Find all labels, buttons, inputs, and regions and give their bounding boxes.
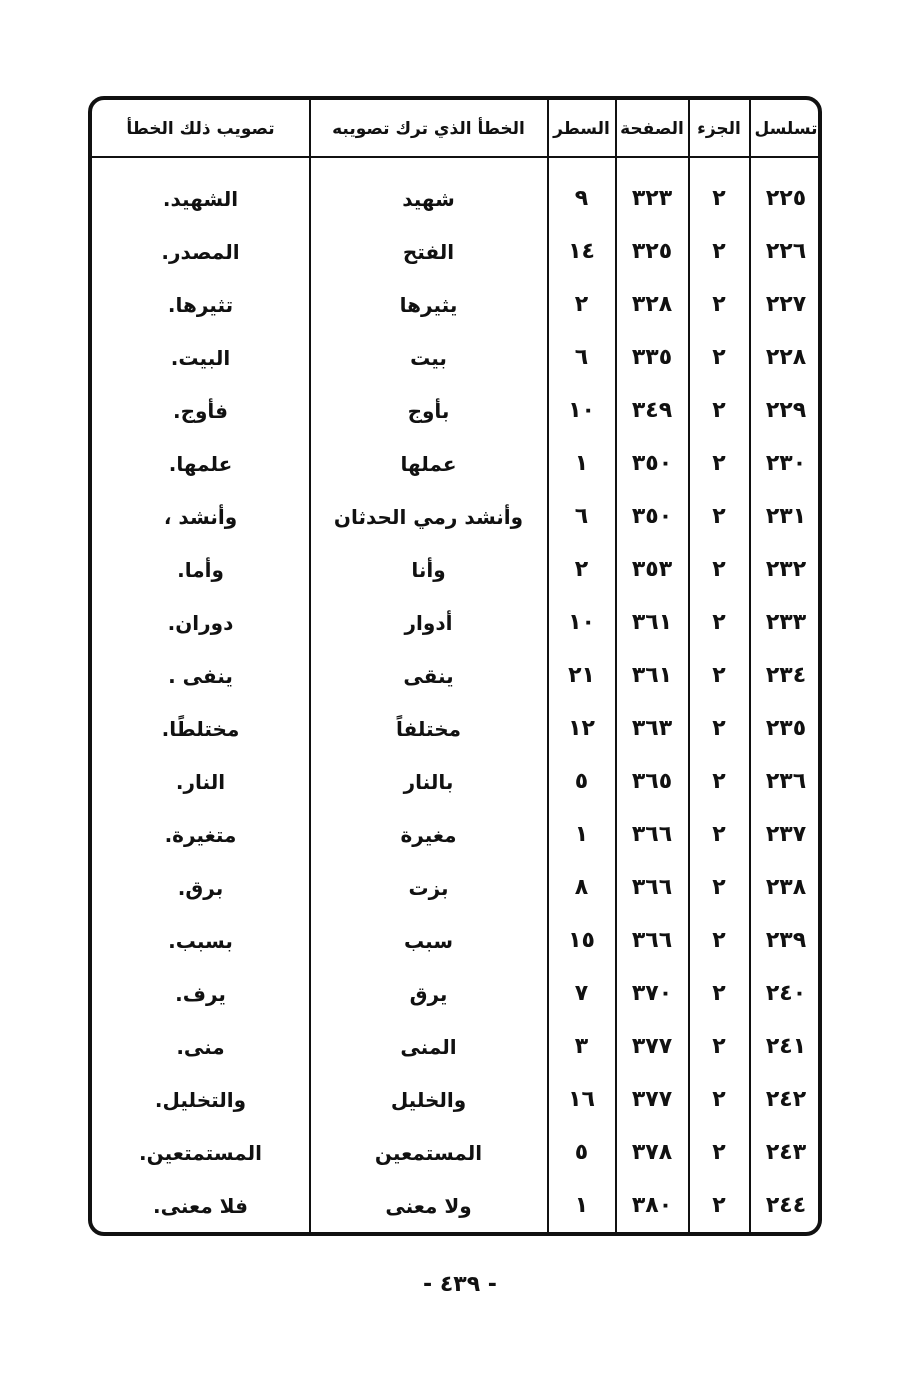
cell-page: ٣٧٧ <box>631 1034 673 1059</box>
cell-line-number: ١ <box>574 822 589 847</box>
cell-correction: ينفى . <box>168 663 233 688</box>
cell-page: ٣٦٦ <box>631 875 673 900</box>
cell-error: عملها <box>400 451 457 476</box>
cell-error: ولا معنى <box>385 1193 472 1218</box>
cell-line-number: ٣ <box>574 1034 589 1059</box>
table-row <box>92 808 818 861</box>
cell-page: ٣٢٨ <box>631 292 673 317</box>
table-row <box>92 331 818 384</box>
cell-error: شهيد <box>402 186 455 211</box>
cell-serial: ٢٣٧ <box>765 822 807 847</box>
cell-page: ٣٥٠ <box>631 504 673 529</box>
cell-correction: تثيرها. <box>167 292 234 317</box>
cell-part: ٢ <box>712 345 726 370</box>
table-row <box>92 755 818 808</box>
header-correction: تصويب ذلك الخطأ <box>126 119 275 139</box>
table-row <box>92 1020 818 1073</box>
cell-line-number: ٩ <box>574 186 589 211</box>
cell-correction: فلا معنى. <box>153 1193 248 1218</box>
cell-error: بزت <box>408 875 449 900</box>
cell-part: ٢ <box>712 398 726 423</box>
cell-part: ٢ <box>712 239 726 264</box>
cell-error: المستمعين <box>374 1140 483 1165</box>
table-row <box>92 225 818 278</box>
table-row <box>92 649 818 702</box>
table-row <box>92 278 818 331</box>
cell-serial: ٢٣٠ <box>765 451 807 476</box>
cell-part: ٢ <box>712 292 726 317</box>
cell-correction: البيت. <box>170 345 231 370</box>
cell-correction: دوران. <box>167 610 234 635</box>
cell-serial: ٢٣٥ <box>765 716 807 741</box>
cell-page: ٣٦١ <box>631 663 673 688</box>
cell-correction: بسبب. <box>168 928 233 953</box>
cell-line-number: ٦ <box>574 504 589 529</box>
cell-error: يرق <box>409 981 448 1006</box>
cell-part: ٢ <box>712 875 726 900</box>
errata-table <box>88 96 822 1236</box>
header-serial: تسلسل <box>754 119 818 139</box>
table-row <box>92 1073 818 1126</box>
cell-line-number: ١٠ <box>568 610 595 635</box>
cell-page: ٣٤٩ <box>631 398 673 423</box>
cell-line-number: ١٥ <box>568 928 595 953</box>
cell-part: ٢ <box>712 981 726 1006</box>
cell-error: بأوج <box>407 398 450 423</box>
cell-page: ٣٦٦ <box>631 822 673 847</box>
cell-serial: ٢٢٩ <box>765 398 807 423</box>
cell-page: ٣٢٥ <box>631 239 673 264</box>
cell-part: ٢ <box>712 769 726 794</box>
table-row <box>92 596 818 649</box>
cell-part: ٢ <box>712 557 726 582</box>
cell-line-number: ١٤ <box>568 239 595 264</box>
header-error: الخطأ الذي ترك تصويبه <box>332 119 525 139</box>
cell-serial: ٢٣٣ <box>765 610 807 635</box>
header-line-number: السطر <box>553 119 610 139</box>
cell-line-number: ٢١ <box>568 663 595 688</box>
cell-page: ٣٦٣ <box>631 716 673 741</box>
cell-page: ٣٧٠ <box>631 981 673 1006</box>
cell-correction: الشهيد. <box>162 186 239 211</box>
cell-correction: المصدر. <box>161 239 240 264</box>
cell-page: ٣٦٦ <box>631 928 673 953</box>
cell-serial: ٢٣٢ <box>765 557 807 582</box>
cell-page: ٣٣٥ <box>631 345 673 370</box>
cell-part: ٢ <box>712 1034 726 1059</box>
cell-serial: ٢٤٢ <box>765 1087 807 1112</box>
cell-line-number: ٢ <box>574 557 589 582</box>
cell-part: ٢ <box>712 1193 726 1218</box>
cell-error: مغيرة <box>400 822 457 847</box>
cell-page: ٣٨٠ <box>631 1193 673 1218</box>
table-row <box>92 914 818 967</box>
cell-serial: ٢٢٦ <box>765 239 807 264</box>
cell-error: مختلفاً <box>395 716 462 741</box>
cell-serial: ٢٢٧ <box>765 292 807 317</box>
cell-line-number: ٦ <box>574 345 589 370</box>
cell-serial: ٢٣١ <box>765 504 807 529</box>
cell-correction: منى. <box>176 1034 225 1059</box>
cell-error: سبب <box>404 928 454 953</box>
cell-serial: ٢٤٠ <box>765 981 807 1006</box>
cell-line-number: ٧ <box>574 981 589 1006</box>
cell-part: ٢ <box>712 504 726 529</box>
table-row <box>92 1126 818 1179</box>
cell-correction: النار. <box>175 769 226 794</box>
cell-serial: ٢٢٥ <box>765 186 807 211</box>
cell-serial: ٢٣٤ <box>765 663 807 688</box>
header-page: الصفحة <box>620 119 684 139</box>
cell-part: ٢ <box>712 610 726 635</box>
table-row <box>92 702 818 755</box>
cell-part: ٢ <box>712 822 726 847</box>
cell-serial: ٢٢٨ <box>765 345 807 370</box>
cell-error: أدوار <box>404 610 453 635</box>
cell-part: ٢ <box>712 663 726 688</box>
cell-error: يثيرها <box>399 292 458 317</box>
cell-correction: المستمتعين. <box>139 1140 262 1165</box>
header-part: الجزء <box>697 119 741 139</box>
cell-correction: والتخليل. <box>154 1087 247 1112</box>
cell-correction: مختلطًا. <box>161 716 240 741</box>
cell-error: وأنا <box>411 557 446 582</box>
cell-correction: متغيرة. <box>164 822 237 847</box>
cell-correction: فأوج. <box>172 398 229 423</box>
cell-line-number: ١٢ <box>568 716 595 741</box>
cell-correction: يرف. <box>175 981 226 1006</box>
cell-line-number: ٥ <box>574 1140 589 1165</box>
cell-line-number: ١٠ <box>568 398 595 423</box>
cell-error: بيت <box>410 345 447 370</box>
table-row <box>92 490 818 543</box>
cell-line-number: ٨ <box>574 875 589 900</box>
cell-part: ٢ <box>712 1087 726 1112</box>
cell-part: ٢ <box>712 186 726 211</box>
table-row <box>92 1179 818 1232</box>
cell-serial: ٢٣٩ <box>765 928 807 953</box>
cell-serial: ٢٣٦ <box>765 769 807 794</box>
table-row <box>92 967 818 1020</box>
cell-serial: ٢٤٣ <box>765 1140 807 1165</box>
cell-line-number: ٢ <box>574 292 589 317</box>
table-row <box>92 437 818 490</box>
cell-serial: ٢٤٤ <box>765 1193 807 1218</box>
header-divider <box>92 156 818 158</box>
cell-error: وأنشد رمي الحدثان <box>333 504 524 529</box>
cell-correction: وأنشد ، <box>163 504 238 529</box>
cell-line-number: ١ <box>574 451 589 476</box>
cell-part: ٢ <box>712 928 726 953</box>
cell-correction: برق. <box>177 875 224 900</box>
cell-line-number: ١ <box>574 1193 589 1218</box>
cell-line-number: ١٦ <box>568 1087 595 1112</box>
table-row <box>92 861 818 914</box>
cell-page: ٣٦١ <box>631 610 673 635</box>
cell-part: ٢ <box>712 1140 726 1165</box>
cell-page: ٣٦٥ <box>631 769 673 794</box>
cell-correction: وأما. <box>177 557 224 582</box>
cell-page: ٣٧٨ <box>631 1140 673 1165</box>
cell-part: ٢ <box>712 716 726 741</box>
cell-serial: ٢٣٨ <box>765 875 807 900</box>
table-header <box>92 102 818 156</box>
cell-error: المنى <box>400 1034 457 1059</box>
cell-line-number: ٥ <box>574 769 589 794</box>
cell-page: ٣٧٧ <box>631 1087 673 1112</box>
cell-error: والخليل <box>390 1087 467 1112</box>
page-number: - ٤٣٩ - <box>423 1272 497 1297</box>
table-row <box>92 543 818 596</box>
cell-error: بالنار <box>403 769 454 794</box>
table-row <box>92 384 818 437</box>
cell-page: ٣٥٠ <box>631 451 673 476</box>
cell-serial: ٢٤١ <box>765 1034 807 1059</box>
cell-part: ٢ <box>712 451 726 476</box>
cell-page: ٣٥٣ <box>631 557 673 582</box>
cell-correction: علمها. <box>168 451 233 476</box>
cell-error: الفتح <box>402 239 455 264</box>
cell-page: ٣٢٣ <box>631 186 673 211</box>
cell-error: ينقى <box>403 663 454 688</box>
table-row <box>92 172 818 225</box>
